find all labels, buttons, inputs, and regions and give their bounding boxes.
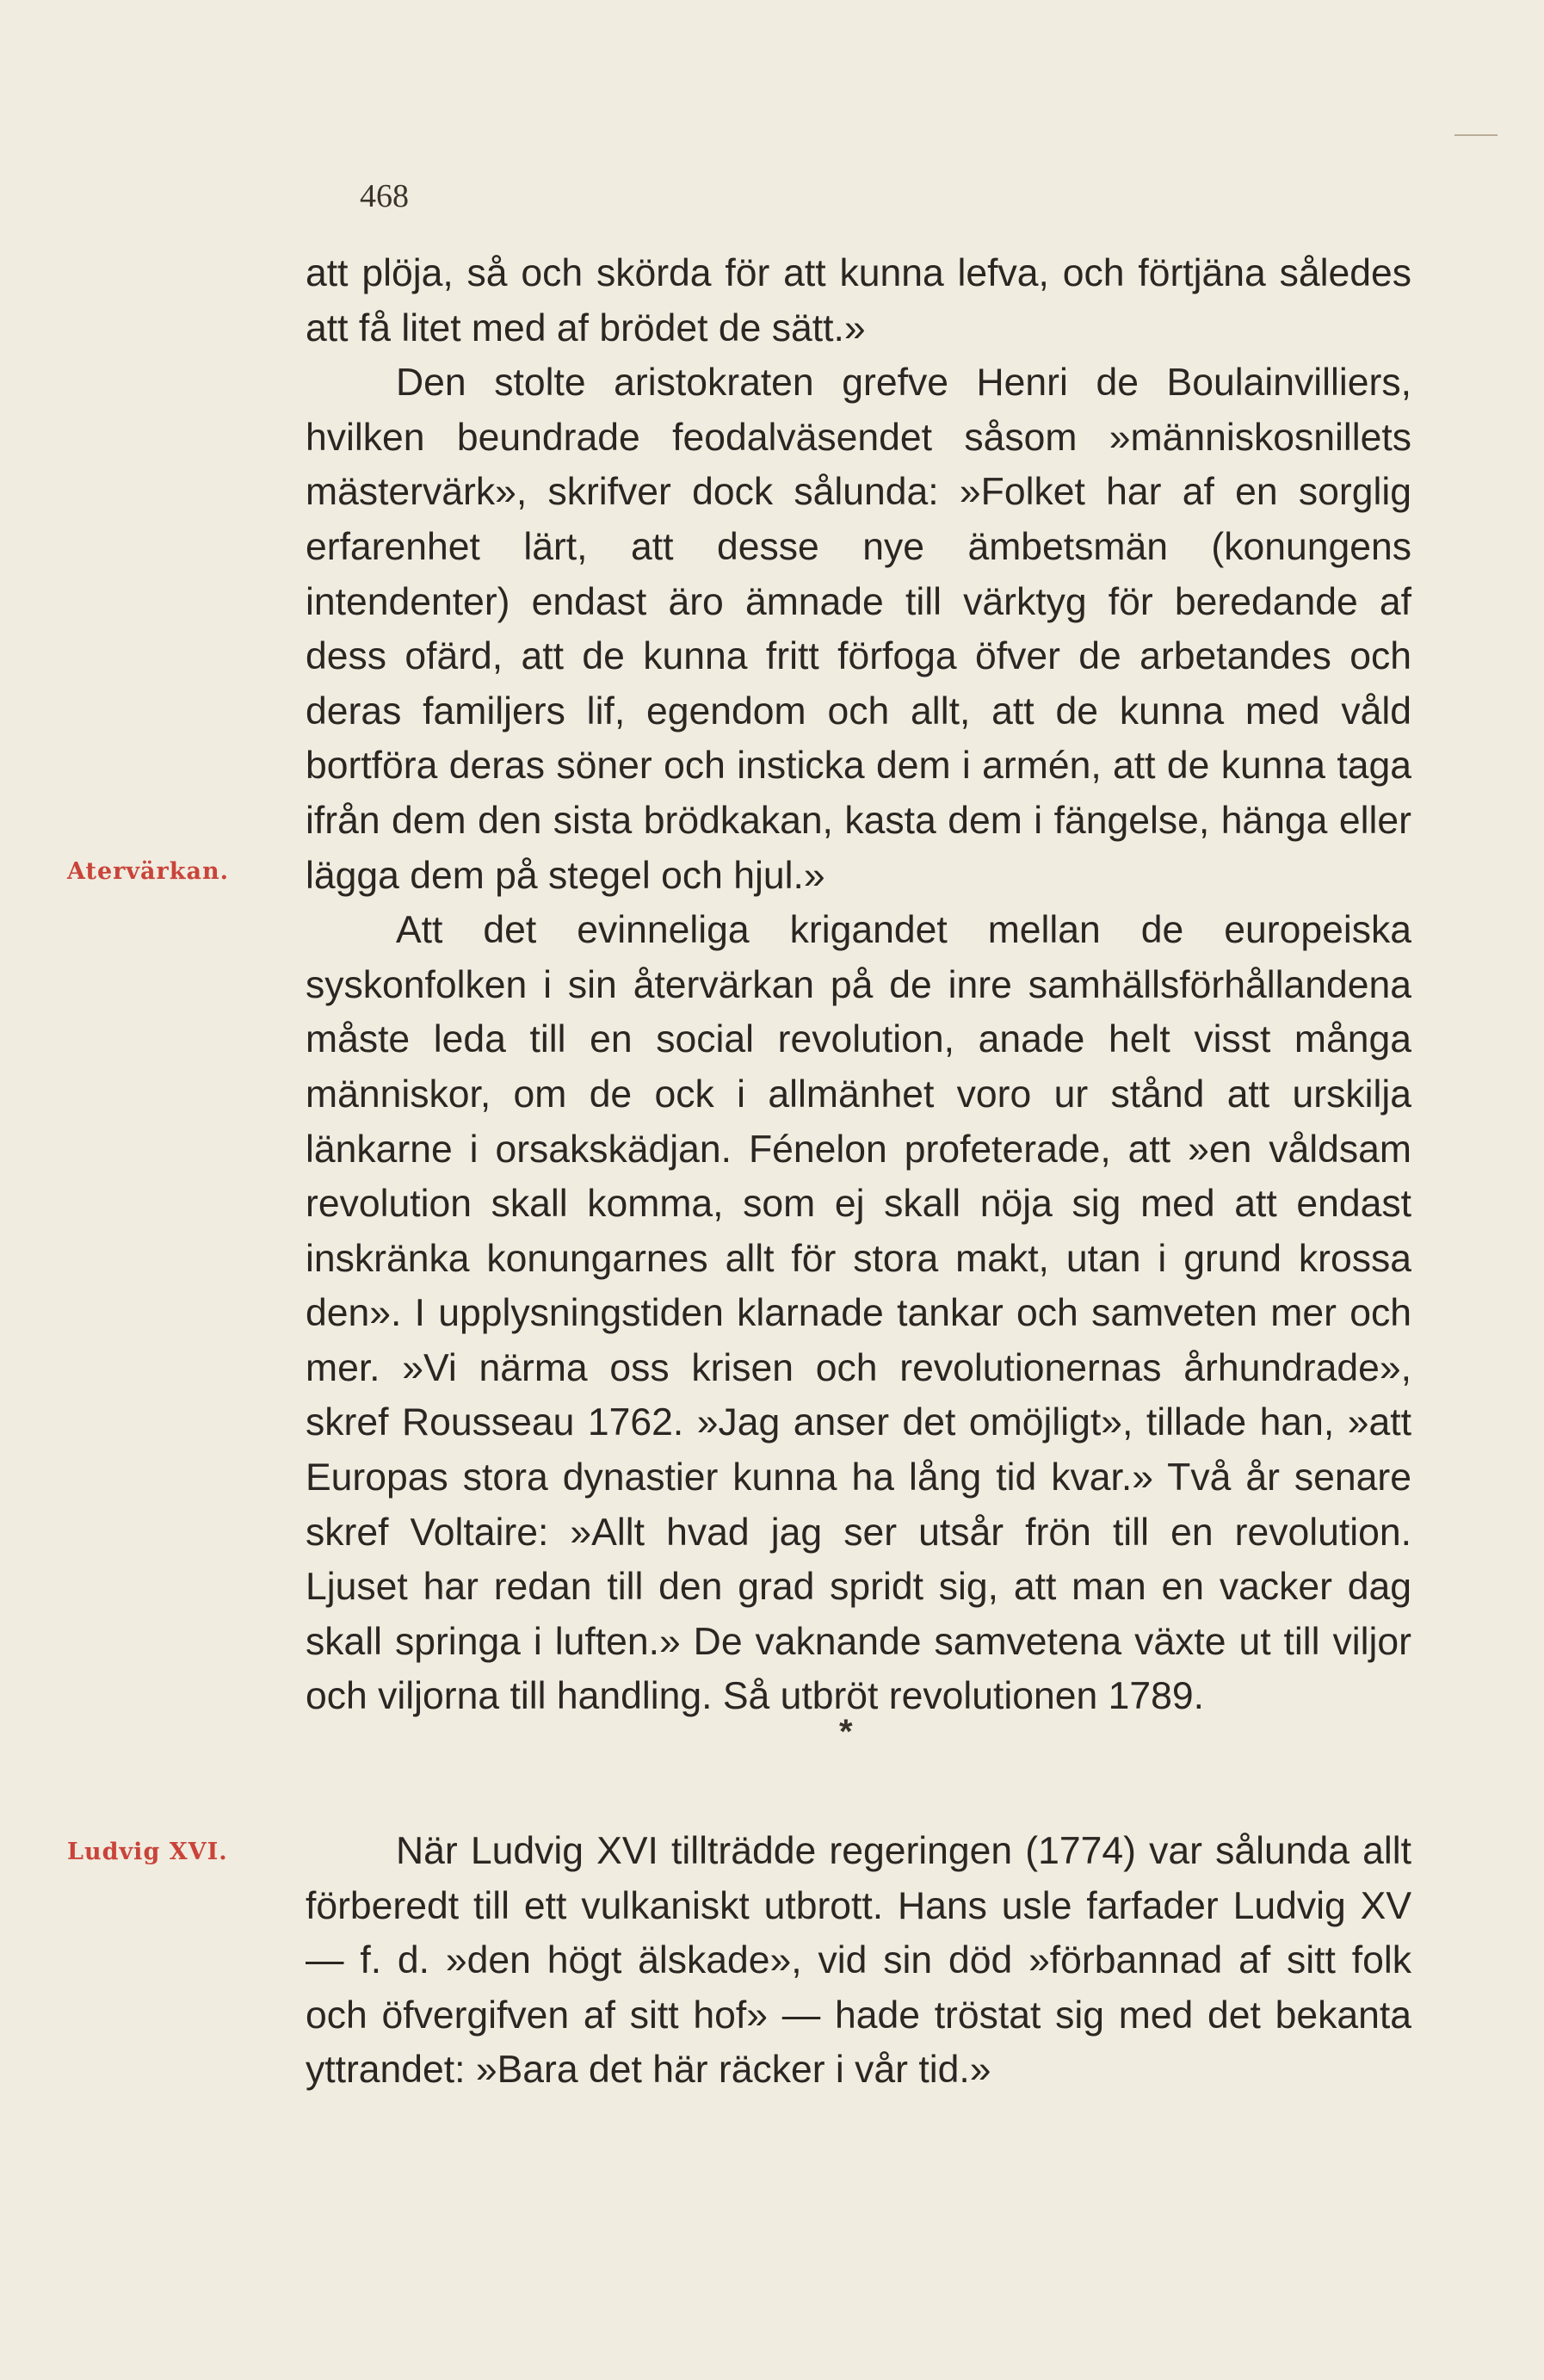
paragraph-boulainvilliers: Den stolte aristokraten grefve Henri de Boulainvilliers, hvilken beundrade feodalväsendet såsom »människosnillets mästervärk», skrifver dock sålunda: »Folket har af en sorglig erfarenhet lärt, att desse nye ämbetsmän (konungens intendenter) endast äro ämnade till värktyg för beredande af dess ofärd, att de kunna fritt förfoga öfver de arbetandes och deras familjers lif, egendom och allt, att de kunna med våld bortföra deras söner och insticka dem i armén, att de kunna taga ifrån dem den sista brödkakan, kasta dem i fängelse, hänga eller lägga dem på stegel och hjul.» — [306, 362, 1411, 897]
section-separator: * — [839, 1713, 853, 1751]
margin-note-atervarkan: Atervärkan. — [67, 858, 229, 885]
text-block-main — [306, 246, 1411, 1724]
corner-mark — [1454, 134, 1498, 136]
paragraph-ludvig: När Ludvig XVI tillträdde regeringen (1774) var sålunda allt förberedt till ett vulkaniskt utbrott. Hans usle farfader Ludvig XV — f. d. »den högt älskade», vid sin död »förbannad af sitt folk och öfvergifven af sitt hof» — hade tröstat sig med det bekanta yttrandet: »Bara det här räcker i vår tid.» — [306, 1830, 1411, 2092]
margin-note-ludvig: Ludvig XVI. — [67, 1839, 228, 1865]
page-number: 468 — [360, 178, 409, 214]
text-block-ludvig — [306, 1824, 1411, 2098]
paragraph-atervarkan: Att det evinneliga krigandet mellan de europeiska syskonfolken i sin återvärkan på de inre samhällsförhållandena måste leda till en social revolution, anade helt visst många människor, om de ock i allmänhet voro ur stånd att urskilja länkarne i orsakskädjan. Fénelon profeterade, att »en våldsam revolution skall komma, som ej skall nöja sig med att endast inskränka konungarnes allt för stora makt, utan i grund krossa den». I upplysningstiden klarnade tankar och samveten mer och mer. »Vi närma oss krisen och revolutionernas århundrade», skref Rousseau 1762. »Jag anser det omöjligt», tillade han, »att Europas stora dynastier kunna ha lång tid kvar.» Två år senare skref Voltaire: »Allt hvad jag ser utsår frön till en revolution. Ljuset har redan till den grad spridt sig, att man en vacker dag skall springa i luften.» De vaknande samvetena växte ut till viljor och viljorna till handling. Så utbröt revolutionen 1789. — [306, 909, 1411, 1718]
paragraph-continuation: att plöja, så och skörda för att kunna lefva, och förtjäna således att få litet med af brödet de sätt.» — [306, 252, 1411, 349]
